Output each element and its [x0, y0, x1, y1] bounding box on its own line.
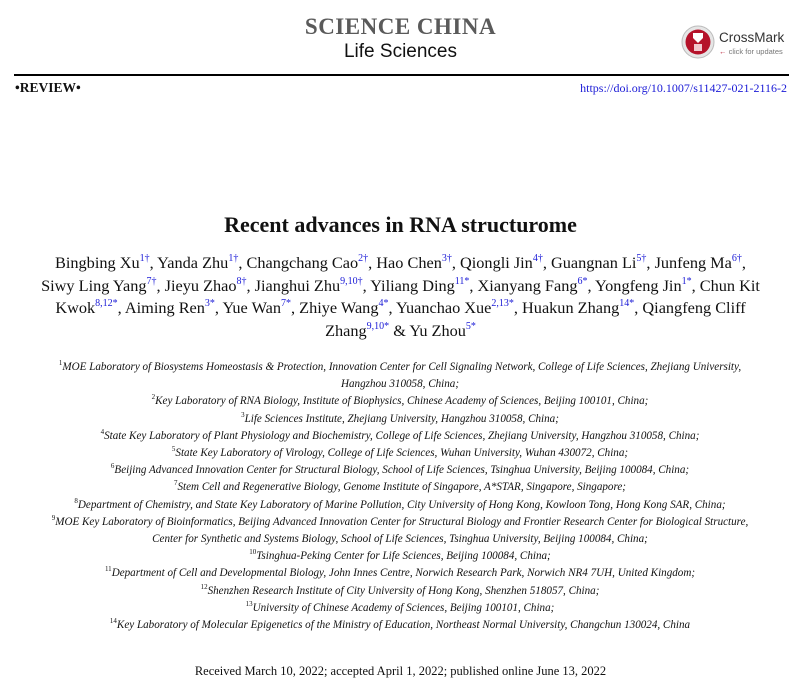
- author-name: Yanda Zhu: [157, 253, 229, 272]
- affiliation-item: [50, 548, 750, 565]
- author-name: Jieyu Zhao: [164, 275, 237, 295]
- affiliation-number: 12: [200, 582, 208, 591]
- affiliation-text: University of Chinese Academy of Sciences, Beijing 100101, China;: [252, 601, 555, 614]
- affiliation-text: State Key Laboratory of Virology, College of Life Sciences, Wuhan University, Wuhan 430072, China;: [175, 447, 629, 460]
- crossmark-sublabel: ← click for updates: [719, 47, 783, 56]
- author-affiliation-mark[interactable]: 6*: [577, 275, 588, 287]
- author-name: Siwy Ling Yang: [41, 275, 147, 295]
- author: [478, 276, 588, 295]
- author-separator: ,: [691, 275, 700, 295]
- journal-title: SCIENCE CHINA: [304, 14, 497, 39]
- author: [255, 276, 363, 295]
- affiliation-item: [50, 393, 750, 410]
- affiliation-text: Department of Cell and Developmental Biology, John Innes Centre, Norwich Research Park, Norwich NR4 7UH, United Kingdom;: [111, 567, 696, 580]
- author-affiliation-mark[interactable]: 8,12*: [95, 298, 118, 309]
- author: [551, 253, 646, 272]
- affiliation-number: 8: [74, 496, 78, 505]
- author-separator: ,: [741, 253, 746, 272]
- author: [41, 276, 156, 295]
- author-name: Jianghui Zhu: [254, 275, 341, 295]
- author-affiliation-mark[interactable]: 1†: [139, 253, 150, 264]
- affiliation-text: Beijing Advanced Innovation Center for Structural Biology, School of Life Sciences, Tsinghua University, Beijing 100084, China;: [114, 464, 690, 477]
- author-affiliation-mark[interactable]: 1*: [681, 275, 692, 287]
- affiliation-text: State Key Laboratory of Plant Physiology and Biochemistry, College of Life Sciences, Zhejiang University, Hangzhou 310058, China;: [104, 429, 700, 442]
- author-separator: ,: [238, 253, 247, 272]
- affiliation-item: [50, 497, 750, 514]
- author: [55, 253, 150, 272]
- affiliation-number: 13: [245, 599, 253, 608]
- author-name: Yuanchao Xue: [396, 298, 492, 317]
- affiliation-number: 3: [241, 410, 245, 419]
- author-name: Yu Zhou: [409, 320, 466, 340]
- affiliation-item: [50, 411, 750, 428]
- affiliation-item: [50, 617, 750, 634]
- author-name: Guangnan Li: [550, 253, 637, 272]
- affiliation-text: Shenzhen Research Institute of City University of Hong Kong, Shenzhen 518057, China;: [207, 584, 600, 597]
- author: [299, 298, 388, 317]
- author-name: Qiongli Jin: [460, 253, 533, 272]
- author-affiliation-mark[interactable]: 9,10†: [340, 275, 363, 287]
- crossmark-icon: [681, 25, 715, 59]
- author: [165, 276, 247, 295]
- author-separator: &: [389, 320, 410, 340]
- affiliation-text: Tsinghua-Peking Center for Life Sciences, Beijing 100084, China;: [256, 550, 551, 563]
- author-name: Yiliang Ding: [370, 275, 455, 295]
- author-name: Yue Wan: [222, 298, 281, 317]
- author: [157, 253, 238, 272]
- affiliation-text: Key Laboratory of Molecular Epigenetics of the Ministry of Education, Northeast Normal University, Changchun 130024, China: [116, 619, 691, 632]
- affiliation-item: [50, 583, 750, 600]
- author: [655, 253, 742, 272]
- author-name: Qiangfeng Cliff Zhang: [325, 298, 746, 340]
- author-affiliation-mark[interactable]: 2,13*: [491, 298, 514, 309]
- author: [376, 253, 452, 272]
- author-affiliation-mark[interactable]: 4*: [378, 298, 389, 309]
- affiliation-text: Department of Chemistry, and State Key Laboratory of Marine Pollution, City University of Hong Kong, Kowloon Tong, Hong Kong SAR, China;: [77, 498, 726, 511]
- author-list: [38, 252, 763, 342]
- author: [396, 298, 514, 317]
- author: [460, 253, 543, 272]
- author-affiliation-mark[interactable]: 9,10*: [366, 320, 390, 332]
- author: [222, 298, 291, 317]
- affiliation-item: [50, 514, 750, 548]
- affiliation-item: [50, 445, 750, 462]
- author-separator: ,: [362, 275, 371, 295]
- author-affiliation-mark[interactable]: 2†: [358, 253, 369, 264]
- author-separator: ,: [214, 298, 223, 317]
- affiliation-text: Life Sciences Institute, Zhejiang University, Hangzhou 310058, China;: [244, 412, 559, 425]
- doi-link[interactable]: https://doi.org/10.1007/s11427-021-2116-2: [580, 81, 787, 95]
- affiliation-item: [50, 359, 750, 393]
- author-name: Hao Chen: [376, 253, 442, 272]
- author: [409, 321, 476, 340]
- affiliation-text: MOE Key Laboratory of Bioinformatics, Beijing Advanced Innovation Center for Structural Biology and Frontier Research Center for Biological Structure, Center for Synthetic and Systems Biology, School of Life Sciences, Tsinghua University, Beijing 100084, China;: [55, 515, 749, 546]
- received-dates: Received March 10, 2022; accepted April 1, 2022; published online June 13, 2022: [194, 664, 607, 678]
- affiliation-text: MOE Laboratory of Biosystems Homeostasis & Protection, Innovation Center for Cell Signaling Network, College of Life Sciences, Zhejiang University, Hangzhou 310058, China;: [62, 361, 742, 391]
- author-name: Huakun Zhang: [522, 298, 620, 317]
- affiliation-text: Key Laboratory of RNA Biology, Institute of Biophysics, Chinese Academy of Sciences, Beijing 100101, China;: [155, 395, 649, 408]
- author-name: Changchang Cao: [246, 253, 359, 272]
- author-name: Chun Kit Kwok: [55, 275, 760, 317]
- header-rule: [14, 74, 789, 76]
- author-affiliation-mark[interactable]: 11*: [454, 275, 470, 287]
- author-affiliation-mark[interactable]: 1†: [228, 253, 239, 264]
- affiliation-number: 6: [110, 462, 115, 471]
- affiliation-number: 1: [58, 359, 63, 367]
- author-affiliation-mark[interactable]: 5†: [636, 253, 647, 264]
- affiliation-item: [50, 462, 750, 479]
- crossmark-label: CrossMark: [719, 30, 785, 45]
- author-name: Junfeng Ma: [654, 253, 732, 272]
- author-affiliation-mark[interactable]: 7*: [281, 298, 291, 309]
- author-affiliation-mark[interactable]: 3*: [204, 298, 215, 309]
- author-name: Aiming Ren: [124, 298, 205, 317]
- author-separator: ,: [451, 253, 460, 272]
- author-separator: ,: [117, 298, 125, 317]
- author-affiliation-mark[interactable]: 14*: [619, 298, 635, 309]
- affiliation-number: 9: [51, 513, 56, 522]
- affiliation-list: [50, 359, 750, 634]
- affiliation-item: [50, 479, 750, 496]
- author-separator: ,: [291, 298, 300, 317]
- author-separator: ,: [469, 275, 478, 295]
- affiliation-number: 14: [109, 617, 117, 626]
- author-separator: ,: [156, 275, 165, 295]
- article-title: Recent advances in RNA structurome: [224, 212, 577, 237]
- author-separator: ,: [646, 253, 655, 272]
- author: [595, 276, 692, 295]
- affiliation-text: Stem Cell and Regenerative Biology, Genome Institute of Singapore, A*STAR, Singapore, Singapore;: [177, 481, 626, 494]
- journal-subtitle: Life Sciences: [343, 41, 457, 62]
- affiliation-number: 10: [249, 548, 257, 557]
- author-separator: ,: [542, 253, 551, 272]
- affiliation-number: 11: [104, 565, 112, 574]
- author-name: Bingbing Xu: [55, 253, 140, 272]
- affiliation-number: 7: [174, 479, 178, 488]
- author: [370, 276, 469, 295]
- author-name: Yongfeng Jin: [595, 275, 682, 295]
- affiliation-number: 2: [151, 393, 156, 402]
- author: [522, 298, 634, 317]
- author-separator: ,: [634, 298, 643, 317]
- author-affiliation-mark[interactable]: 5*: [465, 320, 476, 332]
- author-separator: ,: [388, 298, 397, 317]
- author-affiliation-mark[interactable]: 3†: [441, 253, 452, 264]
- affiliation-item: [50, 600, 750, 617]
- affiliation-item: [50, 428, 750, 445]
- author-name: Xianyang Fang: [477, 275, 578, 295]
- author-separator: ,: [149, 253, 158, 272]
- author-separator: ,: [368, 253, 377, 272]
- crossmark-badge[interactable]: [681, 25, 785, 61]
- author: [246, 253, 368, 272]
- author-affiliation-mark[interactable]: 6†: [731, 253, 742, 264]
- author-separator: ,: [246, 275, 255, 295]
- author-separator: ,: [513, 298, 523, 317]
- author-separator: ,: [587, 275, 596, 295]
- author: [125, 298, 215, 317]
- author-affiliation-mark[interactable]: 4†: [532, 253, 543, 264]
- affiliation-number: 5: [171, 445, 176, 454]
- author-affiliation-mark[interactable]: 7†: [146, 275, 157, 287]
- section-label: •REVIEW•: [15, 80, 81, 95]
- affiliation-item: [50, 565, 750, 582]
- author-affiliation-mark[interactable]: 8†: [236, 275, 247, 287]
- affiliation-number: 4: [100, 427, 105, 436]
- author-name: Zhiye Wang: [299, 298, 379, 317]
